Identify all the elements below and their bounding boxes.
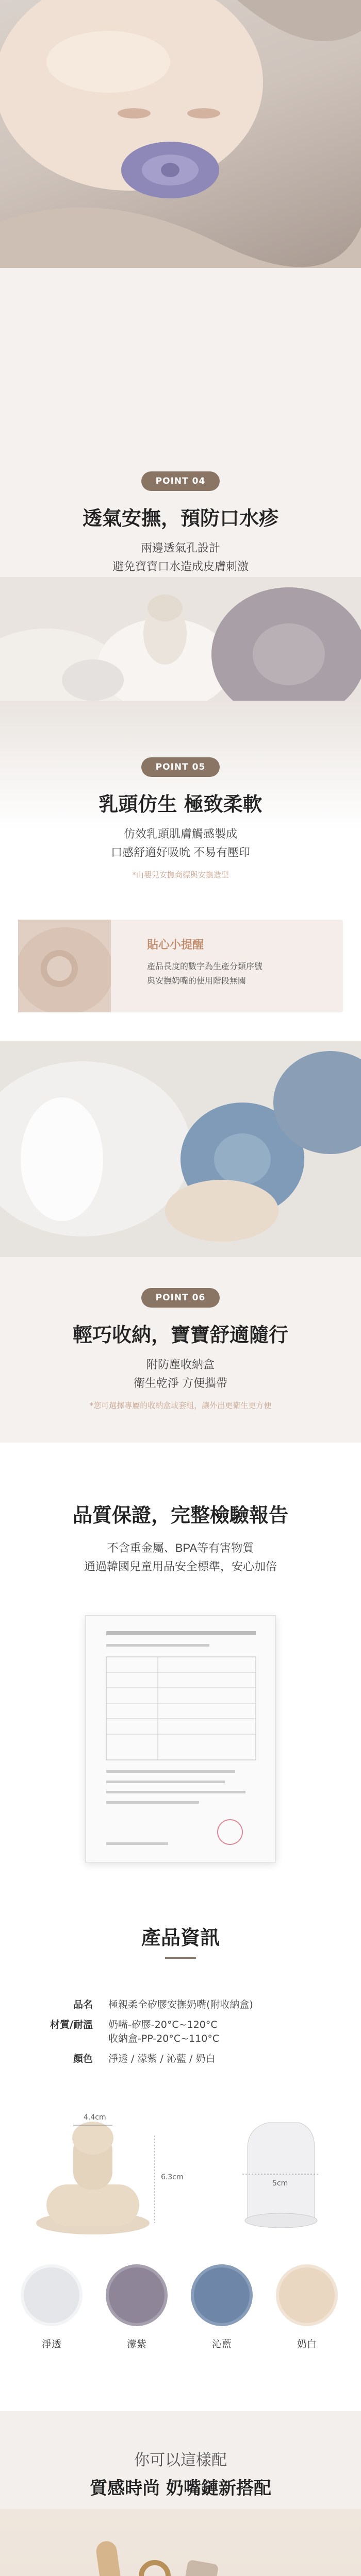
pacifier-purple-swatch bbox=[106, 2264, 168, 2326]
match-subtitle: 你可以這樣配 bbox=[134, 2451, 227, 2469]
tip-line: 與安撫奶嘴的使用階段無關 bbox=[147, 976, 247, 986]
baby-photo bbox=[0, 0, 361, 268]
info-title: 產品資訊 bbox=[141, 1926, 220, 1949]
point-05-badge: POINT 05 bbox=[141, 757, 220, 777]
spec-table bbox=[41, 1994, 253, 2068]
point-06-title: 輕巧收納，寶寶舒適隨行 bbox=[68, 1319, 293, 1347]
point-06-section bbox=[0, 1257, 361, 1443]
spec-key: 顏色 bbox=[73, 2053, 93, 2064]
dim-label: 5cm bbox=[272, 2179, 288, 2188]
dimension-diagram bbox=[26, 2107, 335, 2241]
point-06-badge: POINT 06 bbox=[141, 1288, 220, 1308]
color-option bbox=[101, 2264, 173, 2350]
title-divider bbox=[165, 1957, 196, 1959]
tip-title: 貼心小提醒 bbox=[147, 939, 204, 952]
pacifier-illustration bbox=[0, 577, 361, 701]
case-illustration bbox=[0, 1041, 361, 1257]
color-option bbox=[186, 2264, 258, 2350]
point-05-desc-line: 仿效乳頭肌膚觸感製成 bbox=[123, 827, 237, 840]
point-06-desc-line: 衛生乾淨 方便攜帶 bbox=[133, 1377, 228, 1389]
pacifier-photo bbox=[0, 577, 361, 701]
spec-key: 材質/耐溫 bbox=[50, 2019, 93, 2030]
dim-label: 4.4cm bbox=[84, 2113, 106, 2122]
spec-row bbox=[41, 1994, 253, 2014]
product-info-section bbox=[0, 1886, 361, 2411]
quality-desc-line: 不含重金屬、BPA等有害物質 bbox=[107, 1541, 254, 1554]
quality-section bbox=[0, 1443, 361, 1886]
point-05-desc-line: 口感舒適好吸吮 不易有壓印 bbox=[110, 846, 251, 859]
point-04-title: 透氣安撫，預防口水疹 bbox=[77, 502, 284, 531]
chain-photo bbox=[0, 2509, 361, 2576]
dim-label: 6.3cm bbox=[161, 2173, 184, 2181]
spec-row bbox=[41, 2014, 253, 2048]
spec-value: 奶嘴-矽膠-20°C~120°C bbox=[108, 2019, 218, 2030]
pacifier-blue-swatch bbox=[191, 2264, 253, 2326]
quality-title: 品質保證，完整檢驗報告 bbox=[72, 1504, 288, 1527]
point-06-desc-line: 附防塵收納盒 bbox=[146, 1358, 215, 1371]
quality-desc-line: 通過韓國兒童用品安全標準，安心加倍 bbox=[84, 1560, 277, 1573]
point-06-desc bbox=[0, 1355, 361, 1393]
point-04-badge: POINT 04 bbox=[141, 471, 220, 491]
point-05-section bbox=[0, 701, 361, 1041]
color-name: 淨透 bbox=[41, 2338, 61, 2350]
pacifier-clear-swatch bbox=[21, 2264, 83, 2326]
tip-line: 產品長度的數字為生產分類序號 bbox=[147, 961, 263, 971]
case-photo bbox=[0, 1041, 361, 1257]
spec-value: 收納盒-PP-20°C~110°C bbox=[108, 2033, 220, 2044]
chain-match-section bbox=[0, 2411, 361, 2576]
baby-illustration bbox=[0, 0, 361, 268]
pacifier-closeup bbox=[18, 920, 111, 1012]
spec-value: 極親柔全矽膠安撫奶嘴(附收納盒) bbox=[108, 1999, 253, 2010]
color-name: 沁藍 bbox=[211, 2338, 232, 2350]
match-title: 質感時尚 奶嘴鏈新搭配 bbox=[90, 2478, 271, 2499]
point-05-title: 乳頭仿生 極致柔軟 bbox=[93, 788, 267, 817]
chain-illustration bbox=[0, 2509, 361, 2576]
color-swatches bbox=[0, 2264, 361, 2383]
spec-row bbox=[41, 2048, 253, 2068]
color-name: 濛紫 bbox=[126, 2338, 146, 2350]
point-04-desc-line: 兩邊透氣孔設計 bbox=[140, 541, 220, 554]
point-05-note: *山嬰兒安撫商標與安撫造型 bbox=[132, 870, 229, 879]
color-option bbox=[15, 2264, 88, 2350]
point-04-section bbox=[0, 268, 361, 577]
point-05-desc bbox=[0, 825, 361, 862]
spec-key: 品名 bbox=[73, 1999, 93, 2010]
tip-card bbox=[18, 920, 343, 1012]
pacifier-cream-swatch bbox=[276, 2264, 338, 2326]
test-report-image bbox=[85, 1615, 276, 1862]
point-06-note: *您可選擇專屬的收納盒或套組，讓外出更衛生更方便 bbox=[89, 1401, 272, 1410]
color-name: 奶白 bbox=[297, 2338, 317, 2350]
point-04-desc-line: 避免寶寶口水造成皮膚刺激 bbox=[112, 560, 249, 573]
spec-value: 淨透 / 濛紫 / 沁藍 / 奶白 bbox=[108, 2053, 216, 2064]
color-option bbox=[271, 2264, 343, 2350]
